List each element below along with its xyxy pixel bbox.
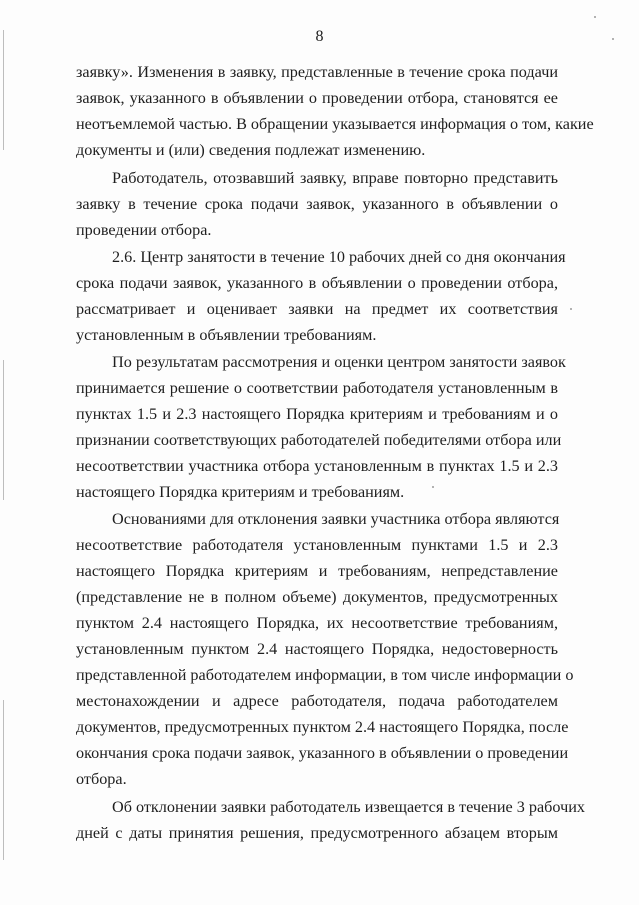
text-line: окончания срока подачи заявок, указанного в объявлении о проведении <box>76 744 569 762</box>
text-line: проведении отбора. <box>76 221 212 239</box>
text-line: заявку». Изменения в заявку, представленные в течение срока подачи <box>76 63 558 81</box>
text-line: Об отклонении заявки работодатель извещается в течение 3 рабочих <box>112 798 585 816</box>
scan-speck <box>570 308 572 310</box>
text-line: (представление не в полном объеме) документов, предусмотренных <box>76 588 558 606</box>
text-line: несоответствие работодателя установленным пунктами 1.5 и 2.3 <box>76 536 558 554</box>
text-line: установленным пунктом 2.4 настоящего Порядка, недостоверность <box>76 640 558 658</box>
text-line: несоответствии участника отбора установленным в пунктах 1.5 и 2.3 <box>76 457 558 475</box>
text-line: документы и (или) сведения подлежат изменению. <box>76 141 426 159</box>
text-line: Работодатель, отозвавший заявку, вправе повторно представить <box>112 169 558 187</box>
text-line: документов, предусмотренных пунктом 2.4 настоящего Порядка, после <box>76 718 569 736</box>
text-line: представленной работодателем информации, в том числе информации о <box>76 666 574 684</box>
text-line: настоящего Порядка критериям и требованиям. <box>76 483 405 501</box>
scan-edge-mark <box>3 30 4 150</box>
text-line: Основаниями для отклонения заявки участника отбора являются <box>112 510 560 528</box>
text-line: настоящего Порядка критериям и требованиям, непредставление <box>76 562 558 580</box>
text-line: принимается решение о соответствии работодателя установленным в <box>76 379 558 397</box>
text-line: срока подачи заявок, указанного в объявлении о проведении отбора, <box>76 274 558 292</box>
text-line: установленным в объявлении требованиям. <box>76 326 377 344</box>
text-line: заявку в течение срока подачи заявок, указанного в объявлении о <box>76 195 558 213</box>
text-line: пунктах 1.5 и 2.3 настоящего Порядка критериям и требованиям и о <box>76 405 558 423</box>
text-line: пунктом 2.4 настоящего Порядка, их несоответствие требованиям, <box>76 614 558 632</box>
text-line: дней с даты принятия решения, предусмотренного абзацем вторым <box>76 824 558 842</box>
text-line: признании соответствующих работодателей победителями отбора или <box>76 431 562 449</box>
text-line: 2.6. Центр занятости в течение 10 рабочих дней со дня окончания <box>112 248 566 266</box>
text-line: По результатам рассмотрения и оценки центром занятости заявок <box>112 353 566 371</box>
text-line: заявок, указанного в объявлении о проведении отбора, становятся ее <box>76 89 558 107</box>
page-number: 8 <box>315 28 324 45</box>
scan-edge-mark <box>3 700 4 860</box>
text-line: рассматривает и оценивает заявки на предмет их соответствия <box>76 300 558 318</box>
scan-speck <box>594 16 596 18</box>
text-line: местонахождении и адресе работодателя, подача работодателем <box>76 692 558 710</box>
text-line: неотъемлемой частью. В обращении указывается информация о том, какие <box>76 115 594 133</box>
scan-edge-mark <box>3 360 4 500</box>
text-line: отбора. <box>76 770 127 788</box>
